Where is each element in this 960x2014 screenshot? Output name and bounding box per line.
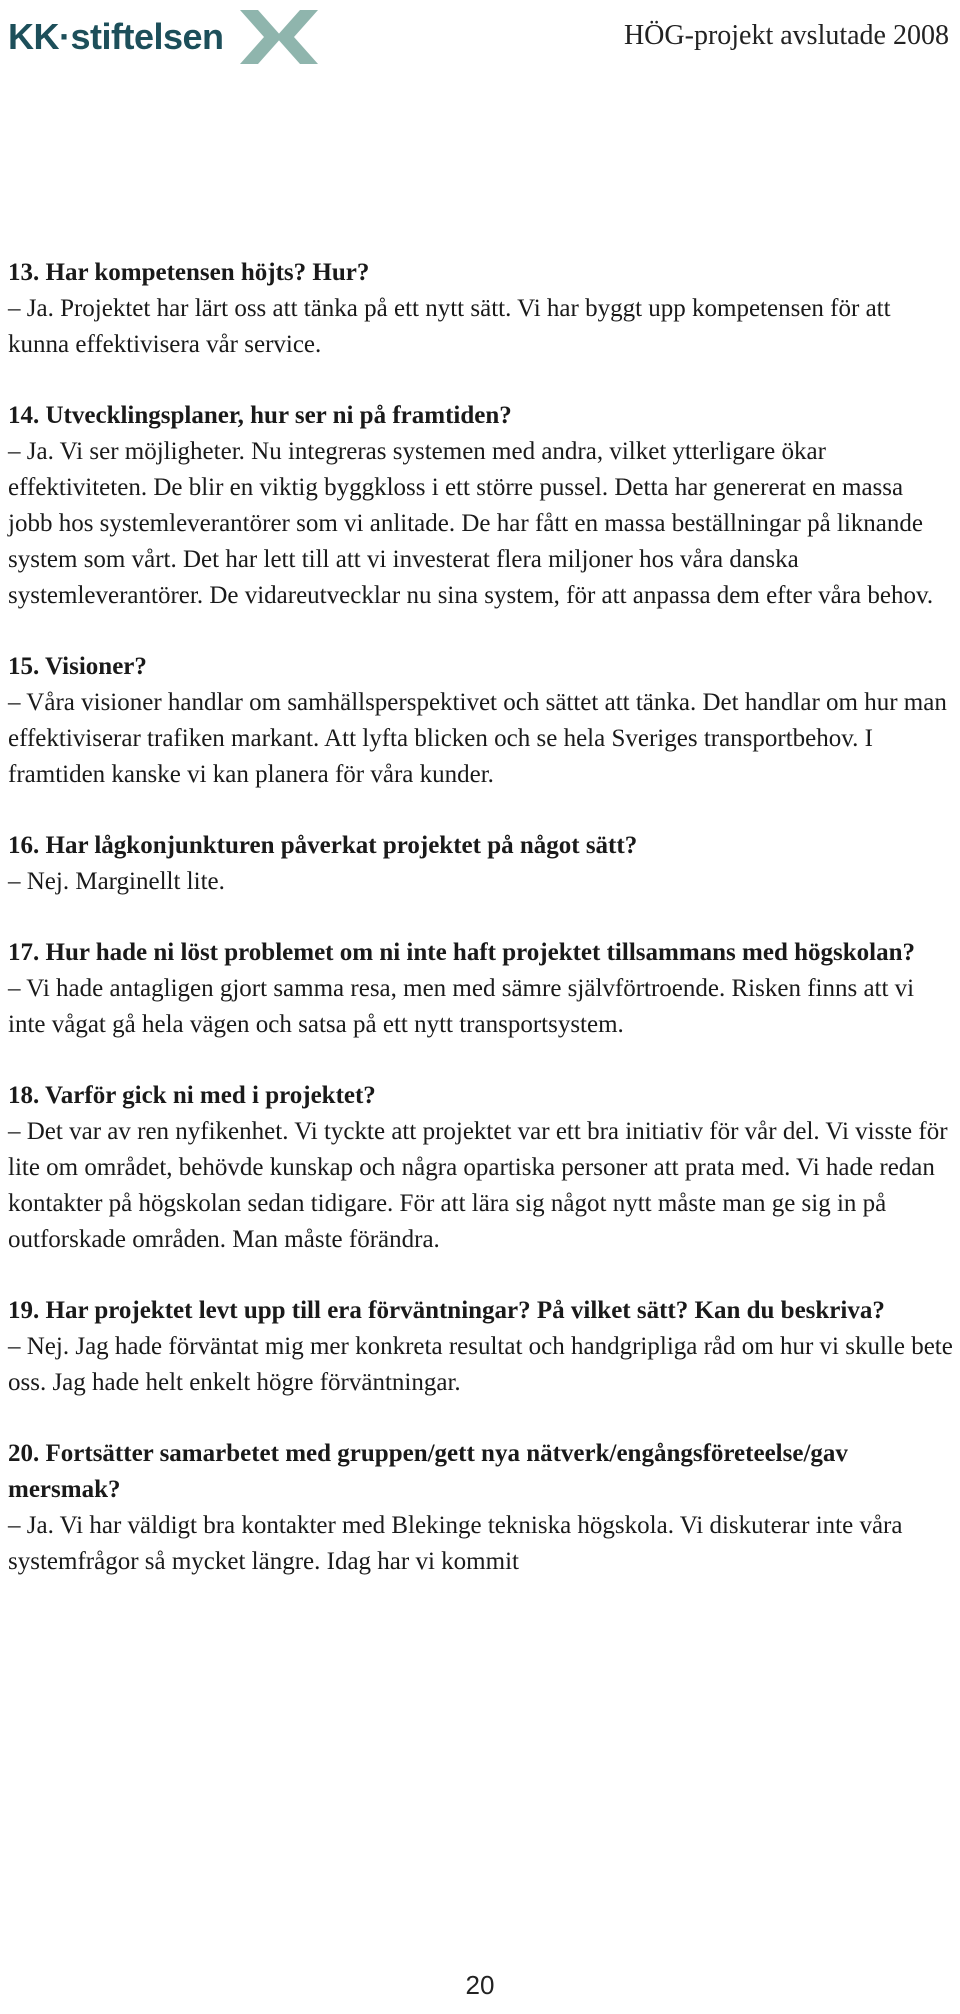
qa-item	[8, 255, 953, 363]
page-header	[0, 0, 960, 70]
double-chevron-logo-icon	[238, 8, 320, 66]
question: 14. Utvecklingsplaner, hur ser ni på framtiden?	[8, 402, 512, 429]
question: 18. Varför gick ni med i projektet?	[8, 1082, 376, 1109]
qa-item	[8, 828, 953, 900]
answer: – Vi hade antagligen gjort samma resa, men med sämre självförtroende. Risken finns att vi inte vågat gå hela vägen och satsa på ett nytt transportsystem.	[8, 975, 915, 1038]
answer: – Våra visioner handlar om samhällsperspektivet och sättet att tänka. Det handlar om hur man effektiviserar trafiken markant. Att lyfta blicken och se hela Sveriges transportbehov. I framtiden kanske vi kan planera för våra kunder.	[8, 689, 947, 788]
question: 19. Har projektet levt upp till era förväntningar? På vilket sätt? Kan du beskriva?	[8, 1297, 885, 1324]
qa-item	[8, 398, 953, 614]
qa-list	[8, 255, 953, 1615]
answer: – Det var av ren nyfikenhet. Vi tyckte att projektet var ett bra initiativ för vår del. Vi visste för lite om området, behövde kunskap och några opartiska personer att prata med. Vi hade redan kontakter på högskolan sedan tidigare. För att lära sig något nytt måste man ge sig in på outforskade områden. Man måste förändra.	[8, 1118, 948, 1253]
answer: – Ja. Vi har väldigt bra kontakter med Blekinge tekniska högskola. Vi diskuterar inte våra systemfrågor så mycket längre. Idag har vi kommit	[8, 1512, 903, 1575]
qa-item	[8, 1078, 953, 1258]
question: 17. Hur hade ni löst problemet om ni inte haft projektet tillsammans med högskolan?	[8, 939, 915, 966]
qa-item	[8, 1293, 953, 1401]
qa-item	[8, 935, 953, 1043]
answer: – Nej. Jag hade förväntat mig mer konkreta resultat och handgripliga råd om hur vi skulle bete oss. Jag hade helt enkelt högre förväntningar.	[8, 1333, 953, 1396]
answer: – Nej. Marginellt lite.	[8, 868, 225, 895]
question: 16. Har lågkonjunkturen påverkat projektet på något sätt?	[8, 832, 638, 859]
question: 20. Fortsätter samarbetet med gruppen/gett nya nätverk/engångsföreteelse/gav mersmak?	[8, 1440, 848, 1503]
question: 13. Har kompetensen höjts? Hur?	[8, 259, 370, 286]
question: 15. Visioner?	[8, 653, 147, 680]
logo-text: KK·stiftelsen	[8, 16, 224, 57]
qa-item	[8, 649, 953, 793]
page-number: 20	[465, 1970, 495, 2000]
answer: – Ja. Projektet har lärt oss att tänka på ett nytt sätt. Vi har byggt upp kompetensen för att kunna effektivisera vår service.	[8, 295, 891, 358]
answer: – Ja. Vi ser möjligheter. Nu integreras systemen med andra, vilket ytterligare ökar effektiviteten. De blir en viktig byggkloss i ett större pussel. Detta har genererat en massa jobb hos systemleverantörer som vi anlitade. De har fått en massa beställningar på liknande system som vårt. Det har lett till att vi investerat flera miljoner hos våra danska systemleverantörer. De vidareutvecklar nu sina system, för att anpassa dem efter våra behov.	[8, 438, 934, 609]
kk-stiftelsen-logo	[8, 8, 320, 66]
qa-item	[8, 1436, 953, 1580]
header-title: HÖG-projekt avslutade 2008	[623, 20, 949, 51]
